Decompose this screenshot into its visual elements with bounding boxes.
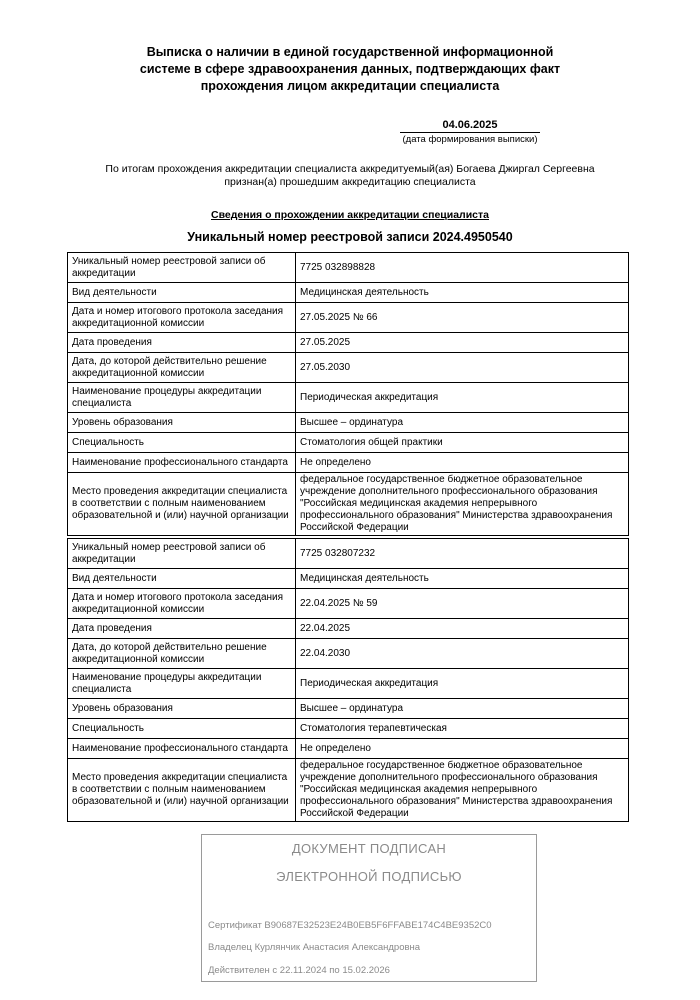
field-value: 22.04.2025 № 59 (296, 589, 629, 619)
table-row (68, 569, 629, 589)
intro-line: По итогам прохождения аккредитации специалиста аккредитуемый(ая) Богаева Джиргал Сергеевна (105, 163, 595, 175)
table-row (68, 383, 629, 413)
field-value: федеральное государственное бюджетное образовательное учреждение дополнительного профессионального образования "Российская медицинская академия непрерывного профессионального образования" Министерства здравоохранения Российской Федерации (296, 473, 629, 536)
title-line: Выписка о наличии в единой государственной информационной (146, 45, 554, 59)
date-block (400, 118, 540, 146)
field-label: Вид деятельности (68, 569, 296, 589)
stamp-owner: Владелец Курлянчик Анастасия Александровна (208, 942, 421, 953)
field-value: 22.04.2030 (296, 639, 629, 669)
field-label: Специальность (68, 719, 296, 739)
table-row (68, 283, 629, 303)
title-line: системе в сфере здравоохранения данных, подтверждающих факт (139, 62, 561, 76)
field-label: Уникальный номер реестровой записи об аккредитации (68, 253, 296, 283)
field-value: Не определено (296, 739, 629, 759)
field-value: Не определено (296, 453, 629, 473)
table-row (68, 669, 629, 699)
stamp-heading-line-2: ЭЛЕКТРОННОЙ ПОДПИСЬЮ (276, 869, 462, 884)
field-value: 27.05.2025 (296, 333, 629, 353)
field-value: Периодическая аккредитация (296, 383, 629, 413)
intro-text (60, 163, 640, 189)
field-value: федеральное государственное бюджетное образовательное учреждение дополнительного профессионального образования "Российская медицинская академия непрерывного профессионального образования" Министерства здравоохранения Российской Федерации (296, 759, 629, 822)
table-row (68, 433, 629, 453)
registry-number-title: Уникальный номер реестровой записи 2024.4950540 (187, 230, 513, 244)
intro-line: признан(а) прошедшим аккредитацию специалиста (224, 176, 476, 188)
field-value: Стоматология общей практики (296, 433, 629, 453)
table-row (68, 639, 629, 669)
table-row (68, 253, 629, 283)
field-label: Наименование процедуры аккредитации специалиста (68, 669, 296, 699)
table-row (68, 699, 629, 719)
stamp-validity: Действителен с 22.11.2024 по 15.02.2026 (208, 965, 390, 976)
stamp-certificate: Сертификат B90687E32523E24B0EB5F6FFABE174C4BE9352C0 (208, 920, 492, 931)
title-line: прохождения лицом аккредитации специалиста (200, 79, 500, 93)
field-value: Медицинская деятельность (296, 283, 629, 303)
field-label: Специальность (68, 433, 296, 453)
field-label: Дата и номер итогового протокола заседания аккредитационной комиссии (68, 589, 296, 619)
field-label: Дата и номер итогового протокола заседания аккредитационной комиссии (68, 303, 296, 333)
field-label: Наименование процедуры аккредитации специалиста (68, 383, 296, 413)
document-title (120, 44, 580, 95)
field-value: Высшее – ординатура (296, 413, 629, 433)
field-value: 27.05.2025 № 66 (296, 303, 629, 333)
field-label: Наименование профессионального стандарта (68, 453, 296, 473)
table-row (68, 759, 629, 822)
field-label: Дата, до которой действительно решение аккредитационной комиссии (68, 639, 296, 669)
accreditation-table (67, 252, 629, 536)
table-row (68, 719, 629, 739)
table-row (68, 619, 629, 639)
field-value: Стоматология терапевтическая (296, 719, 629, 739)
extract-date: 04.06.2025 (400, 118, 540, 133)
table-row (68, 453, 629, 473)
field-label: Уровень образования (68, 699, 296, 719)
field-label: Наименование профессионального стандарта (68, 739, 296, 759)
table-row (68, 739, 629, 759)
field-label: Уникальный номер реестровой записи об аккредитации (68, 539, 296, 569)
table-row (68, 473, 629, 536)
field-label: Дата, до которой действительно решение аккредитационной комиссии (68, 353, 296, 383)
stamp-heading-line-1: ДОКУМЕНТ ПОДПИСАН (291, 841, 447, 856)
field-value: 22.04.2025 (296, 619, 629, 639)
field-value: 27.05.2030 (296, 353, 629, 383)
field-value: Периодическая аккредитация (296, 669, 629, 699)
field-label: Место проведения аккредитации специалиста в соответствии с полным наименованием образовательной и (или) научной организации (68, 759, 296, 822)
field-value: Высшее – ординатура (296, 699, 629, 719)
table-row (68, 303, 629, 333)
table-row (68, 589, 629, 619)
section-header: Сведения о прохождении аккредитации специалиста (211, 209, 489, 221)
extract-date-caption: (дата формирования выписки) (402, 134, 538, 145)
field-label: Уровень образования (68, 413, 296, 433)
field-value: Медицинская деятельность (296, 569, 629, 589)
field-label: Дата проведения (68, 333, 296, 353)
field-value: 7725 032807232 (296, 539, 629, 569)
field-label: Место проведения аккредитации специалиста в соответствии с полным наименованием образовательной и (или) научной организации (68, 473, 296, 536)
accreditation-table (67, 538, 629, 822)
table-row (68, 413, 629, 433)
table-row (68, 353, 629, 383)
table-row (68, 539, 629, 569)
electronic-signature-stamp (201, 834, 537, 982)
table-row (68, 333, 629, 353)
field-label: Дата проведения (68, 619, 296, 639)
field-label: Вид деятельности (68, 283, 296, 303)
field-value: 7725 032898828 (296, 253, 629, 283)
